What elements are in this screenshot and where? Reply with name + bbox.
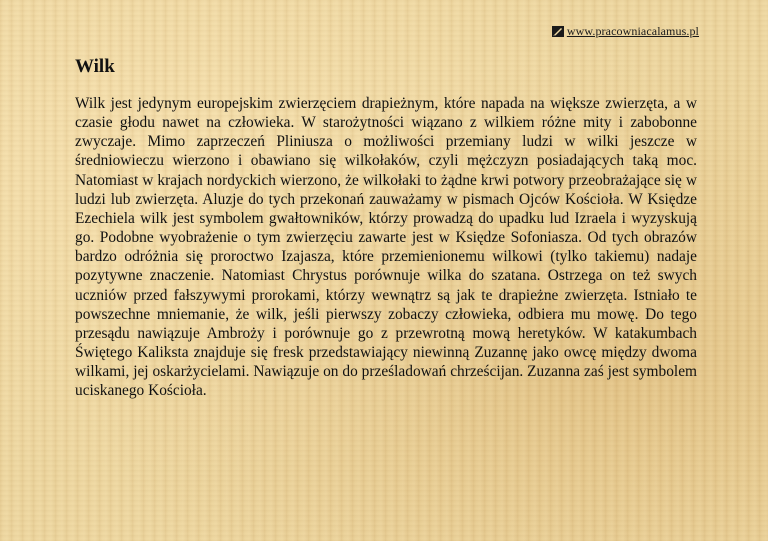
quill-logo-icon: [552, 26, 564, 37]
site-logo[interactable]: [552, 24, 699, 39]
site-link[interactable]: www.pracowniacalamus.pl: [566, 24, 699, 38]
page-title: Wilk: [75, 56, 115, 77]
article-paragraph: Wilk jest jedynym europejskim zwierzęciem drapieżnym, które napada na większe zwierzęta, a w czasie głodu nawet na człowieka. W starożytności wiązano z wilkiem różne mity i zabobonne zwyczaje. Mimo zaprzeczeń Pliniusza o możliwości przemiany ludzi w wilki jeszcze w średniowieczu wierzono i obawiano się wilkołaków, czyli mężczyzn posiadających taką moc. Natomiast w krajach nordyckich wierzono, że wilkołaki to żądne krwi potwory przeobrażające się w ludzi lub zwierzęta. Aluzje do tych przekonań zauważamy w pismach Ojców Kościoła. W Księdze Ezechiela wilk jest symbolem gwałtowników, którzy prowadzą do upadku lud Izraela i wyzyskują go. Podobne wyobrażenie o tym zwierzęciu zawarte jest w Księdze Sofoniasza. Od tych obrazów bardzo odróżnia się proroctwo Izajasza, które przemienionemu wilkowi (tylko takiemu) nadaje pozytywne znaczenie. Natomiast Chrystus porównuje wilka do szatana. Ostrzega on też swych uczniów przed fałszywymi prorokami, którzy wewnątrz są jak te drapieżne zwierzęta. Istniało te powszechne mniemanie, że wilk, jeśli pierwszy zobaczy człowieka, odbiera mu mowę. Do tego przesądu nawiązuje Ambroży i porównuje go z przewrotną mową heretyków. W katakumbach Świętego Kaliksta znajduje się fresk przedstawiający niewinną Zuzannę jako owcę między dwoma wilkami, jej oskarżycielami. Nawiązuje on do prześladowań chrześcijan. Zuzanna zaś jest symbolem uciskanego Kościoła.: [75, 95, 697, 400]
